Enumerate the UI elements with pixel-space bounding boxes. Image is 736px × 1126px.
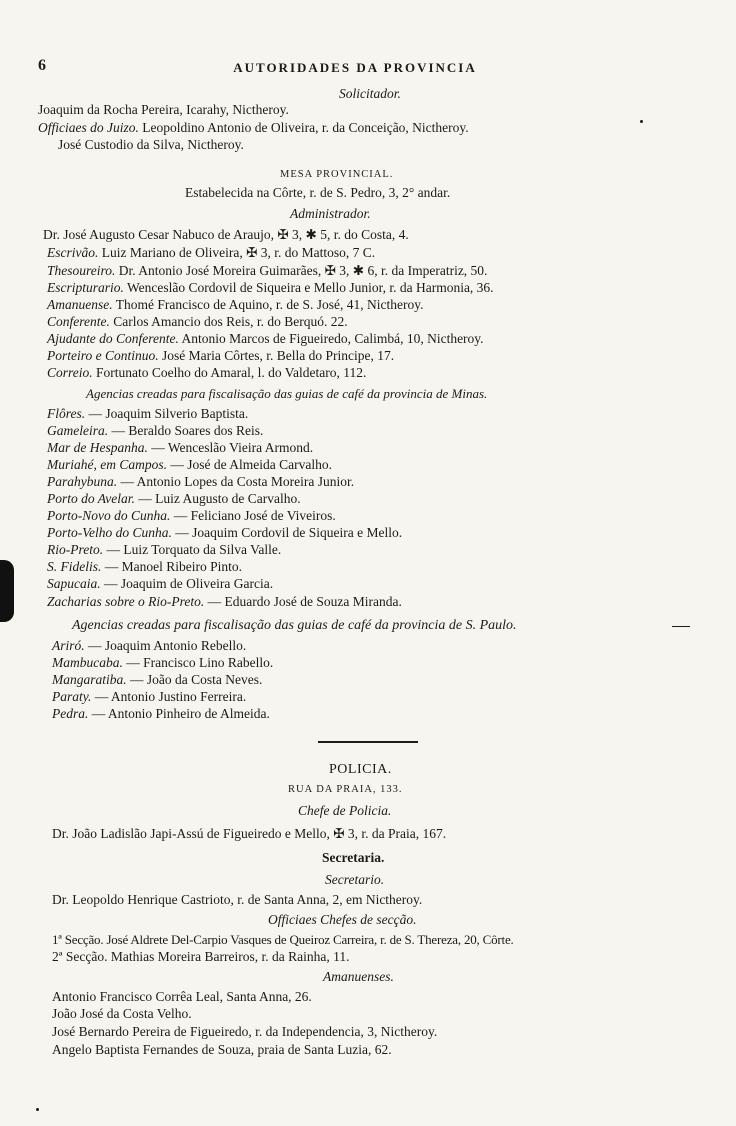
seccao-2: 2ª Secção. Mathias Moreira Barreiros, r. da Rainha, 11.: [52, 949, 350, 964]
agency-place: Mar de Hespanha.: [47, 440, 148, 455]
agency-agent: — Francisco Lino Rabello.: [122, 655, 274, 670]
agency-place: Porto-Velho do Cunha.: [47, 525, 172, 540]
agency-row: [47, 594, 402, 610]
agency-place: Sapucaia.: [47, 576, 101, 591]
agency-agent: — Joaquim Antonio Rebello.: [84, 638, 247, 653]
staff-role: Porteiro e Continuo.: [47, 348, 159, 363]
amanuense-line: José Bernardo Pereira de Figueiredo, r. da Independencia, 3, Nictheroy.: [52, 1024, 438, 1039]
staff-text: Fortunato Coelho do Amaral, l. do Valdetaro, 112.: [92, 365, 367, 380]
staff-role: Escripturario.: [47, 280, 124, 295]
minas-heading: Agencias creadas para fiscalisação das guias de café da provincia de Minas.: [86, 386, 488, 401]
agency-row: [47, 440, 313, 456]
staff-text: Wenceslão Cordovil de Siqueira e Mello Junior, r. da Harmonia, 36.: [123, 280, 494, 295]
staff-role: Correio.: [47, 365, 93, 380]
agency-row: [52, 655, 273, 671]
agency-row: [47, 406, 248, 422]
agency-agent: — Beraldo Soares dos Reis.: [108, 423, 264, 438]
agency-agent: — Joaquim Silverio Baptista.: [85, 406, 249, 421]
staff-row: [47, 331, 484, 347]
staff-text: Antonio Marcos de Figueiredo, Calimbá, 10, Nictheroy.: [178, 331, 484, 346]
staff-text: Thomé Francisco de Aquino, r. de S. José, 41, Nictheroy.: [112, 297, 424, 312]
staff-role: Ajudante do Conferente.: [47, 331, 179, 346]
agency-agent: — Eduardo José de Souza Miranda.: [204, 594, 402, 609]
staff-row: [47, 280, 494, 296]
agency-place: Rio-Preto.: [47, 542, 104, 557]
mesa-title: MESA PROVINCIAL.: [280, 169, 394, 180]
agency-agent: — Antonio Pinheiro de Almeida.: [88, 706, 270, 721]
staff-role: Escrivão.: [47, 245, 99, 260]
paulo-heading: Agencias creadas para fiscalisação das guias de café da provincia de S. Paulo.: [72, 618, 517, 633]
page-title: AUTORIDADES DA PROVINCIA: [233, 60, 477, 75]
agency-row: [47, 423, 263, 439]
agency-row: [52, 706, 270, 722]
officiaes-line-2: José Custodio da Silva, Nictheroy.: [58, 137, 244, 152]
section-divider: [318, 741, 418, 743]
agency-row: [52, 689, 246, 705]
agency-row: [47, 559, 242, 575]
staff-text: José Maria Côrtes, r. Bella do Principe, 17.: [158, 348, 395, 363]
staff-role: Thesoureiro.: [47, 263, 116, 278]
agency-row: [47, 491, 301, 507]
staff-text: Dr. Antonio José Moreira Guimarães, ✠ 3, ✱ 6, r. da Imperatriz, 50.: [115, 263, 488, 278]
staff-role: Conferente.: [47, 314, 110, 329]
agency-agent: — Antonio Lopes da Costa Moreira Junior.: [117, 474, 355, 489]
agency-row: [52, 672, 262, 688]
officiaes-chefes-heading: Officiaes Chefes de secção.: [268, 912, 417, 927]
agency-place: Pedra.: [52, 706, 89, 721]
staff-row: [47, 263, 487, 279]
ink-speck: [640, 120, 643, 123]
agency-row: [47, 542, 281, 558]
page-number: 6: [38, 57, 46, 74]
agency-place: Mangaratiba.: [52, 672, 127, 687]
agency-place: Paraty.: [52, 689, 92, 704]
agency-place: Porto do Avelar.: [47, 491, 135, 506]
agency-agent: — Wenceslão Vieira Armond.: [147, 440, 314, 455]
policia-title: POLICIA.: [329, 762, 392, 777]
agency-row: [52, 638, 246, 654]
agency-place: Porto-Novo do Cunha.: [47, 508, 171, 523]
amanuense-line: Angelo Baptista Fernandes de Souza, praia de Santa Luzia, 62.: [52, 1042, 392, 1057]
binding-shadow: [0, 560, 14, 622]
agency-row: [47, 508, 336, 524]
amanuenses-heading: Amanuenses.: [323, 969, 394, 984]
agency-place: Muriahé, em Campos.: [47, 457, 167, 472]
staff-role: Amanuense.: [47, 297, 113, 312]
agency-row: [47, 474, 354, 490]
secretaria-heading: Secretaria.: [322, 850, 385, 865]
ink-speck: [36, 1108, 39, 1111]
officiaes-line: [38, 120, 469, 136]
amanuense-line: João José da Costa Velho.: [52, 1006, 192, 1021]
agency-row: [47, 457, 332, 473]
agency-agent: — Feliciano José de Viveiros.: [170, 508, 336, 523]
chefe-heading: Chefe de Policia.: [298, 803, 392, 818]
officiaes-text: Leopoldino Antonio de Oliveira, r. da Conceição, Nictheroy.: [138, 120, 469, 135]
staff-text: Luiz Mariano de Oliveira, ✠ 3, r. do Mattoso, 7 C.: [98, 245, 376, 260]
agency-agent: — Joaquim de Oliveira Garcia.: [100, 576, 274, 591]
policia-address: RUA DA PRAIA, 133.: [288, 784, 403, 795]
mesa-location: Estabelecida na Côrte, r. de S. Pedro, 3, 2° andar.: [185, 185, 451, 200]
admin-heading: Administrador.: [290, 206, 371, 221]
agency-row: [47, 576, 273, 592]
agency-place: Gameleira.: [47, 423, 109, 438]
solicitador-line: Joaquim da Rocha Pereira, Icarahy, Nictheroy.: [38, 102, 289, 117]
chefe-line: Dr. João Ladislão Japi-Assú de Figueiredo e Mello, ✠ 3, r. da Praia, 167.: [52, 826, 447, 841]
agency-agent: — Luiz Torquato da Silva Valle.: [103, 542, 282, 557]
agency-place: Zacharias sobre o Rio-Preto.: [47, 594, 205, 609]
agency-agent: — Joaquim Cordovil de Siqueira e Mello.: [171, 525, 403, 540]
agency-place: Flôres.: [47, 406, 86, 421]
staff-row: [47, 245, 375, 261]
agency-agent: — João da Costa Neves.: [126, 672, 263, 687]
admin-line: Dr. José Augusto Cesar Nabuco de Araujo, ✠ 3, ✱ 5, r. do Costa, 4.: [43, 227, 409, 242]
secretario-line: Dr. Leopoldo Henrique Castrioto, r. de Santa Anna, 2, em Nictheroy.: [52, 892, 423, 907]
agency-place: Ariró.: [52, 638, 85, 653]
officiaes-label: Officiaes do Juizo.: [38, 120, 139, 135]
staff-row: [47, 348, 394, 364]
agency-agent: — Manoel Ribeiro Pinto.: [101, 559, 242, 574]
agency-agent: — Antonio Justino Ferreira.: [91, 689, 247, 704]
agency-place: Parahybuna.: [47, 474, 118, 489]
agency-place: Mambucaba.: [52, 655, 123, 670]
ink-mark: [672, 626, 690, 627]
staff-row: [47, 365, 366, 381]
amanuense-line: Antonio Francisco Corrêa Leal, Santa Anna, 26.: [52, 989, 312, 1004]
seccao-1: 1ª Secção. José Aldrete Del-Carpio Vasques de Queiroz Carreira, r. de S. Thereza, 20, Côrte.: [52, 932, 514, 947]
agency-agent: — José de Almeida Carvalho.: [167, 457, 332, 472]
agency-agent: — Luiz Augusto de Carvalho.: [134, 491, 301, 506]
staff-row: [47, 314, 348, 330]
agency-row: [47, 525, 402, 541]
solicitador-heading: Solicitador.: [339, 86, 401, 101]
agency-place: S. Fidelis.: [47, 559, 102, 574]
secretario-heading: Secretario.: [325, 872, 385, 887]
staff-text: Carlos Amancio dos Reis, r. do Berquó. 22.: [109, 314, 348, 329]
staff-row: [47, 297, 423, 313]
